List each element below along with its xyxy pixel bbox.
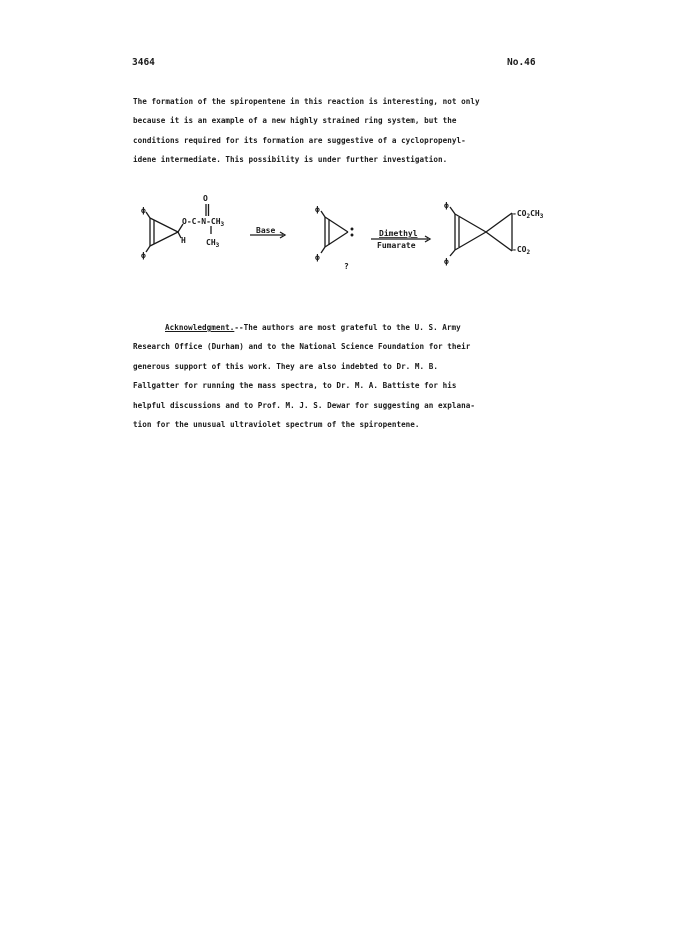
- molecule-carbene: [321, 211, 348, 253]
- acknowledgment-heading: Acknowledgment.: [165, 323, 235, 332]
- carboxylate-group: $-CO_2$: [512, 245, 531, 256]
- reagent-base: Base: [256, 226, 276, 235]
- phenyl-bond: [450, 207, 455, 214]
- reagent-fumarate: Fumarate: [377, 241, 416, 250]
- reagent-dimethyl: Dimethyl: [379, 229, 418, 238]
- text-line: tion for the unusual ultraviolet spectrum of the spiropentene.: [133, 419, 420, 429]
- phenyl-bond: [321, 247, 325, 253]
- ester-group: $-CO_2CH_3$: [512, 209, 544, 220]
- text-line: [133, 318, 553, 337]
- text-line: helpful discussions and to Prof. M. J. S. Dewar for suggesting an explana-: [133, 400, 476, 410]
- phenyl-bond: [321, 211, 325, 217]
- text-line: Fallgatter for running the mass spectra, to Dr. M. A. Battiste for his: [133, 381, 457, 391]
- phenyl-label: ϕ: [444, 201, 449, 210]
- text-line: generous support of this work. They are also indebted to Dr. M. B.: [133, 361, 439, 371]
- phenyl-label: ϕ: [315, 253, 320, 262]
- phenyl-bond: [146, 212, 150, 218]
- n-methyl: $CH_3$: [206, 238, 220, 249]
- phenyl-label: ϕ: [444, 257, 449, 266]
- molecule-spiropentene: [450, 207, 512, 256]
- text-line: idene intermediate. This possibility is under further investigation.: [133, 155, 448, 165]
- question-mark: ?: [344, 262, 349, 271]
- text-line: conditions required for its formation are suggestive of a cyclopropenyl-: [133, 135, 466, 145]
- carbamate-chain: $O-C-N-CH_3$: [182, 217, 225, 228]
- hydrogen-label: H: [181, 236, 186, 245]
- carbene-dot: [351, 228, 353, 230]
- page-number: 3464: [132, 57, 155, 68]
- carbene-dot: [351, 234, 353, 236]
- phenyl-label: ϕ: [141, 206, 146, 215]
- reaction-scheme: [0, 0, 680, 290]
- ring-bond: [486, 213, 512, 232]
- molecule-carbamate: [146, 204, 211, 252]
- ring-bond: [486, 232, 512, 251]
- acknowledgment-text: --The authors are most grateful to the U. S. Army: [234, 323, 461, 332]
- text-line: Research Office (Durham) and to the National Science Foundation for their: [133, 342, 471, 352]
- issue-number: No.46: [507, 57, 536, 68]
- carbonyl-oxygen: O: [203, 194, 208, 203]
- phenyl-label: ϕ: [315, 205, 320, 214]
- phenyl-bond: [146, 246, 150, 252]
- phenyl-label: ϕ: [141, 251, 146, 260]
- text-line: The formation of the spiropentene in this reaction is interesting, not only: [133, 97, 480, 106]
- paragraph-acknowledgment: [133, 318, 553, 434]
- text-line: because it is an example of a new highly strained ring system, but the: [133, 116, 457, 126]
- phenyl-bond: [450, 250, 455, 256]
